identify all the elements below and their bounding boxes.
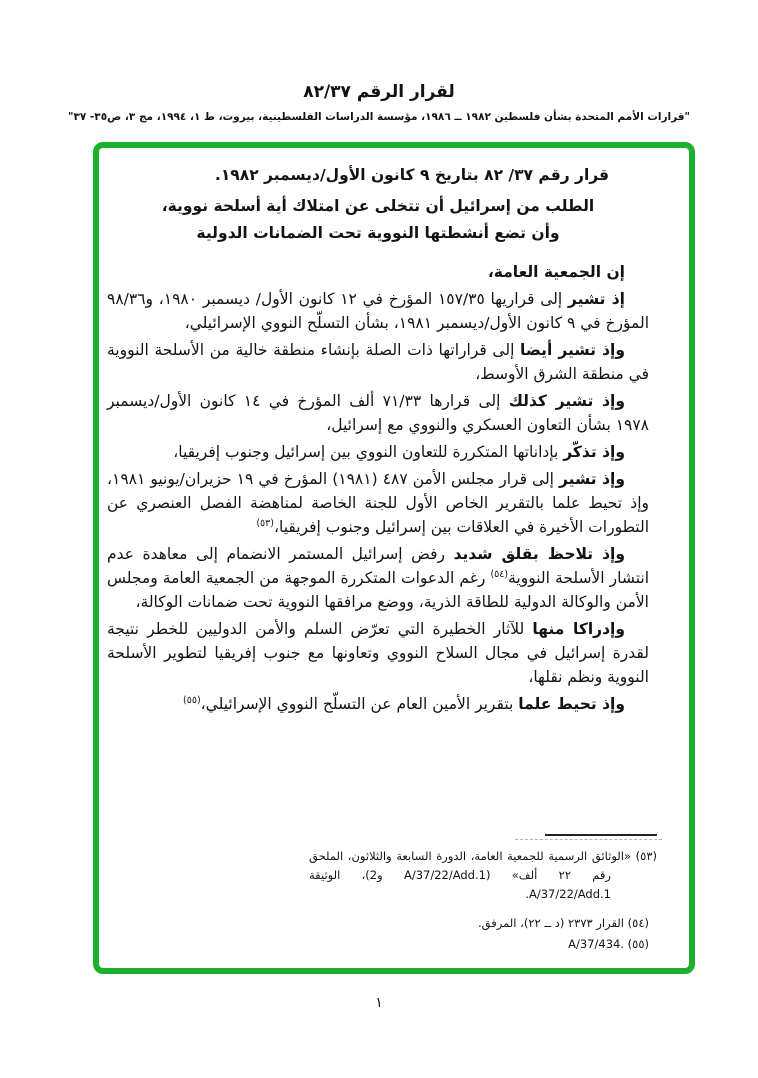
footnote-spacer xyxy=(309,904,657,914)
paragraph-lead-text: وإذ تشير كذلك xyxy=(508,392,625,410)
paragraph-text: للآثار الخطيرة التي تعرّض السلم والأمن الدوليين للخطر نتيجة لقدرة إسرائيل في مجال السلاح النووي وتعاونها مع جنوب إفريقيا لتطوير الأسلحة النووية ونظم نقلها، xyxy=(107,620,649,686)
footnote-separator-dashed-line xyxy=(515,839,662,840)
footnote-marker: (٥٤) xyxy=(623,916,649,930)
paragraph-lead-text: إن الجمعية العامة، xyxy=(487,263,625,281)
footnote-reference: (٥٤) xyxy=(490,568,509,580)
body-paragraph xyxy=(107,617,649,689)
footnote-marker: (٥٣) xyxy=(631,849,657,863)
footnotes-section xyxy=(309,834,657,954)
paragraph-text: إلى قراريها ١٥٧/٣٥ المؤرخ في ١٢ كانون الأول/ ديسمبر ١٩٨٠، و٩٨/٣٦ المؤرخ في ٩ كانون الأول/ديسمبر ١٩٨١، بشأن التسلّح النووي الإسرائيلي، xyxy=(107,290,649,332)
paragraph-lead-text: وإذ تذكّر xyxy=(563,443,625,461)
body-paragraph xyxy=(107,692,649,716)
footnotes-list xyxy=(309,847,657,954)
footnote xyxy=(309,935,657,954)
paragraph-lead-text: وإذ تشير أيضا xyxy=(520,341,625,359)
resolution-number-line: قرار رقم ٣٧/ ٨٢ بتاريخ ٩ كانون الأول/ديسمبر ١٩٨٢. xyxy=(214,166,610,184)
footnote-separator-line xyxy=(545,834,657,836)
footnote-text: A/37/434. xyxy=(568,937,624,951)
body-paragraph xyxy=(107,440,649,464)
footnote-text: القرار ٢٣٧٣ (د ــ ٢٢)، المرفق. xyxy=(478,916,624,930)
body-paragraph xyxy=(107,542,649,614)
page-number: ١ xyxy=(375,995,383,1011)
body-paragraph xyxy=(107,338,649,386)
paragraph-text: بتقرير الأمين العام عن التسلّح النووي الإسرائيلي، xyxy=(200,695,519,713)
footnote-reference: (٥٥) xyxy=(183,694,201,706)
footnote-reference: (٥٣) xyxy=(256,517,274,529)
body-paragraph xyxy=(107,287,649,335)
green-border-box xyxy=(93,142,695,974)
footnote-text: «الوثائق الرسمية للجمعية العامة، الدورة السابعة والثلاثون، الملحق رقم ٢٢ ألف» (A/37/22/Add.1 و2)، الوثيقة A/37/22/Add.1. xyxy=(309,849,632,901)
resolution-heading xyxy=(107,166,649,247)
paragraph-text: إلى قرارها ٧١/٣٣ ألف المؤرخ في ١٤ كانون الأول/ديسمبر ١٩٧٨ بشأن التعاون العسكري والنووي مع إسرائيل، xyxy=(107,392,649,434)
page-title: لقرار الرقم ٨٢/٣٧ xyxy=(303,82,455,102)
footnote xyxy=(309,847,657,904)
paragraph-text: إلى قراراتها ذات الصلة بإنشاء منطقة خالية من الأسلحة النووية في منطقة الشرق الأوسط، xyxy=(107,341,649,383)
body-paragraph xyxy=(107,467,649,539)
paragraph-text: رغم الدعوات المتكررة الموجهة من الجمعية العامة ومجلس الأمن والوكالة الدولية للطاقة الذرية، ووضع مرافقها النووية تحت ضمانات الوكالة، xyxy=(107,569,649,611)
body-paragraph xyxy=(107,389,649,437)
paragraph-text: رفض إسرائيل المستمر الانضمام إلى معاهدة عدم انتشار الأسلحة النووية xyxy=(107,545,650,587)
footnote xyxy=(309,914,657,933)
paragraph-lead-text: إذ تشير xyxy=(567,290,625,308)
footnote-marker: (٥٥) xyxy=(623,937,649,951)
resolution-title-line-1: الطلب من إسرائيل أن تتخلى عن امتلاك أية أسلحة نووية، xyxy=(161,197,595,215)
paragraph-text: بإداناتها المتكررة للتعاون النووي بين إسرائيل وجنوب إفريقيا، xyxy=(173,443,564,461)
paragraph-lead-text: وإذ تحيط علما xyxy=(518,695,625,713)
resolution-title-line-2: وأن تضع أنشطتها النووية تحت الضمانات الدولية xyxy=(196,224,560,242)
body-paragraph xyxy=(107,260,649,284)
paragraph-text: إلى قرار مجلس الأمن ٤٨٧ (١٩٨١) المؤرخ في ١٩ حزيران/يونيو ١٩٨١، وإذ تحيط علما بالتقرير الخاص الأول للجنة الخاصة لمناهضة الفصل العنصري عن التطورات الأخيرة في العلاقات بين إسرائيل وجنوب إفريقيا، xyxy=(107,470,649,536)
paragraph-lead-text: وإذ تلاحظ بقلق شديد xyxy=(453,545,625,563)
source-citation-line: "قرارات الأمم المتحدة بشأن فلسطين ١٩٨٢ ــ ١٩٨٦، مؤسسة الدراسات الفلسطينية، بيروت، ط ١، ١٩٩٤، مج ٣، ص٣٥- ٣٧" xyxy=(67,111,691,123)
resolution-body xyxy=(107,260,649,716)
paragraph-lead-text: وإدراكا منها xyxy=(532,620,625,638)
paragraph-lead-text: وإذ تشير xyxy=(559,470,625,488)
document-content xyxy=(99,148,689,968)
